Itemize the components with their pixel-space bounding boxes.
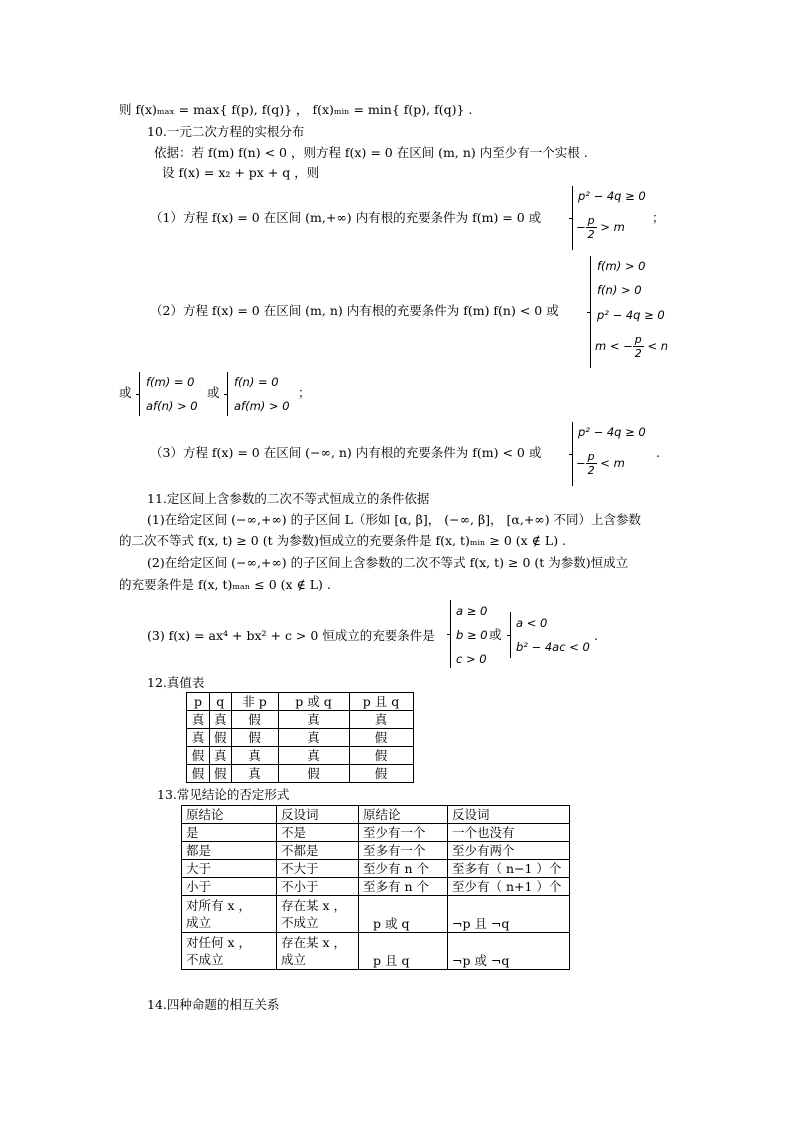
table-cell: 假 <box>187 765 210 783</box>
table-cell: 假 <box>187 747 210 765</box>
section-14-heading: 14.四种命题的相互关系 <box>147 997 280 1012</box>
case-2-end: ； <box>298 385 311 400</box>
cell-line: 成立 <box>186 915 212 930</box>
section-11-sysB-1: a < 0 <box>516 616 548 630</box>
cell-line: 不成立 <box>186 952 224 967</box>
table-cell: 是 <box>182 824 277 842</box>
case-2-brace <box>590 256 591 368</box>
table-cell: 假 <box>349 765 413 783</box>
table-row <box>187 765 414 783</box>
section-11-brace-a <box>450 600 451 668</box>
table-cell <box>182 896 277 933</box>
table-cell: 真 <box>231 765 278 783</box>
table-cell: 真 <box>278 729 349 747</box>
section-11-brace-b <box>510 612 511 658</box>
table-cell: 至少有 n 个 <box>359 860 448 878</box>
table-row <box>182 933 570 970</box>
table-header-cell: 反设词 <box>277 806 359 824</box>
case-2b-brace <box>139 372 140 416</box>
table-header-cell: 非 p <box>231 693 278 711</box>
table-cell: 至多有（ n−1 ）个 <box>448 860 570 878</box>
table-cell <box>277 896 359 933</box>
case-2-cond-4: m < − $\frac{p}{2}$ < n <box>595 333 669 360</box>
table-cell: 假 <box>231 711 278 729</box>
table-header-cell: p 且 q <box>349 693 413 711</box>
table-cell: ¬p 且 ¬q <box>448 896 570 933</box>
case-2c-brace <box>227 372 228 416</box>
table-cell: 真 <box>231 747 278 765</box>
table-cell <box>277 933 359 970</box>
table-header-row <box>182 806 570 824</box>
section-11-p1a: (1)在给定区间 (−∞,+∞) 的子区间 L（形如 [α, β]， (−∞, β]， [α,+∞) 不同）上含参数 <box>147 512 642 527</box>
case-2c-cond-1: f(n) = 0 <box>234 375 279 389</box>
truth-table <box>186 692 414 783</box>
section-11-p3: (3) f(x) = ax⁴ + bx² + c > 0 恒成立的充要条件是 <box>147 628 435 643</box>
table-cell: 真 <box>278 711 349 729</box>
table-cell: 不都是 <box>277 842 359 860</box>
table-cell: 大于 <box>182 860 277 878</box>
section-11-sysA-1: a ≥ 0 <box>456 604 488 618</box>
table-cell: ¬p 或 ¬q <box>448 933 570 970</box>
table-header-cell: p 或 q <box>278 693 349 711</box>
section-11-sysA-3: c > 0 <box>456 652 487 666</box>
case-1-text: （1）方程 f(x) = 0 在区间 (m,+∞) 内有根的充要条件为 f(m) = 0 或 <box>150 210 542 225</box>
table-cell: 至多有一个 <box>359 842 448 860</box>
case-2-cond-1: f(m) > 0 <box>597 259 646 273</box>
table-cell <box>182 933 277 970</box>
section-11-p2a: (2)在给定区间 (−∞,+∞) 的子区间上含参数的二次不等式 f(x, t) ≥ 0 (t 为参数)恒成立 <box>147 555 629 570</box>
table-cell: 一个也没有 <box>448 824 570 842</box>
table-cell: 真 <box>187 729 210 747</box>
table-header-row <box>187 693 414 711</box>
section-11-sysB-2: b² − 4ac < 0 <box>516 640 590 654</box>
cell-line: 不成立 <box>281 915 319 930</box>
section-11-or: 或 <box>489 627 502 642</box>
case-3-text: （3）方程 f(x) = 0 在区间 (−∞, n) 内有根的充要条件为 f(m) < 0 或 <box>150 445 542 460</box>
case-1-brace <box>572 186 573 250</box>
case-3-end: . <box>656 445 660 460</box>
section-10-basis: 依据：若 f(m) f(n) < 0 ，则方程 f(x) = 0 在区间 (m, n) 内至少有一个实根 . <box>154 145 588 160</box>
table-cell: 真 <box>187 711 210 729</box>
cell-line: 对所有 x ， <box>186 898 251 913</box>
table-cell: 假 <box>210 765 232 783</box>
table-row <box>182 878 570 896</box>
table-cell: 至少有一个 <box>359 824 448 842</box>
case-2c-cond-2: af(m) > 0 <box>234 399 290 413</box>
table-cell: 至少有两个 <box>448 842 570 860</box>
section-11-p1b: 的二次不等式 f(x, t) ≥ 0 (t 为参数)恒成立的充要条件是 f(x, t)ₘᵢₙ ≥ 0 (x ∉ L) . <box>119 533 567 548</box>
table-header-cell: p <box>187 693 210 711</box>
cell-line: 存在某 x ， <box>281 935 346 950</box>
case-1-cond-2: − $\frac{p}{2}$ > m <box>576 214 625 241</box>
table-cell: 不大于 <box>277 860 359 878</box>
table-cell: 假 <box>210 729 232 747</box>
table-cell: 都是 <box>182 842 277 860</box>
table-cell: 假 <box>349 747 413 765</box>
table-row <box>182 896 570 933</box>
section-10-let: 设 f(x) = x₂ + px + q ，则 <box>162 165 320 180</box>
section-11-sysA-2: b ≥ 0 <box>456 628 488 642</box>
section-10-heading: 10.一元二次方程的实根分布 <box>147 124 305 139</box>
table-row <box>182 824 570 842</box>
section-11-p2b: 的充要条件是 f(x, t)ₘₐₙ ≤ 0 (x ∉ L) . <box>119 577 331 592</box>
case-1-cond-1: p² − 4q ≥ 0 <box>578 189 646 203</box>
cell-line: 成立 <box>281 952 307 967</box>
table-cell: 真 <box>349 711 413 729</box>
table-cell: 假 <box>231 729 278 747</box>
section-12-heading: 12.真值表 <box>147 675 205 690</box>
table-cell: p 或 q <box>359 896 448 933</box>
table-header-cell: 原结论 <box>359 806 448 824</box>
case-2-or-1: 或 <box>119 385 132 400</box>
case-3-cond-2: − $\frac{p}{2}$ < m <box>576 450 625 477</box>
table-cell: 不是 <box>277 824 359 842</box>
table-cell: 不小于 <box>277 878 359 896</box>
case-2-text: （2）方程 f(x) = 0 在区间 (m, n) 内有根的充要条件为 f(m) f(n) < 0 或 <box>150 303 559 318</box>
table-cell: 至少有（ n+1 ）个 <box>448 878 570 896</box>
intro-line: 则 f(x)ₘₐₓ = max{ f(p), f(q)} ， f(x)ₘᵢₙ = min{ f(p), f(q)} . <box>119 102 473 117</box>
section-13-heading: 13.常见结论的否定形式 <box>157 787 290 802</box>
table-cell: 真 <box>210 711 232 729</box>
case-2-cond-3: p² − 4q ≥ 0 <box>597 308 665 322</box>
case-3-brace <box>572 422 573 486</box>
case-3-cond-1: p² − 4q ≥ 0 <box>578 425 646 439</box>
section-11-heading: 11.定区间上含参数的二次不等式恒成立的条件依据 <box>147 491 430 506</box>
table-cell: 假 <box>349 729 413 747</box>
table-cell: p 且 q <box>359 933 448 970</box>
table-header-cell: q <box>210 693 232 711</box>
table-header-cell: 原结论 <box>182 806 277 824</box>
table-cell: 至多有 n 个 <box>359 878 448 896</box>
case-2-or-2: 或 <box>207 385 220 400</box>
table-row <box>187 711 414 729</box>
negation-table <box>181 805 570 970</box>
case-2b-cond-1: f(m) = 0 <box>146 375 195 389</box>
case-2-cond-2: f(n) > 0 <box>597 283 642 297</box>
table-row <box>182 842 570 860</box>
table-header-cell: 反设词 <box>448 806 570 824</box>
section-11-end: . <box>594 628 598 643</box>
table-row <box>187 747 414 765</box>
cell-line: 对任何 x ， <box>186 935 251 950</box>
table-cell: 小于 <box>182 878 277 896</box>
table-row <box>187 729 414 747</box>
table-cell: 真 <box>210 747 232 765</box>
case-2b-cond-2: af(n) > 0 <box>146 399 198 413</box>
cell-line: 存在某 x ， <box>281 898 346 913</box>
table-cell: 真 <box>278 747 349 765</box>
case-1-end: ； <box>652 210 665 225</box>
table-row <box>182 860 570 878</box>
table-cell: 假 <box>278 765 349 783</box>
